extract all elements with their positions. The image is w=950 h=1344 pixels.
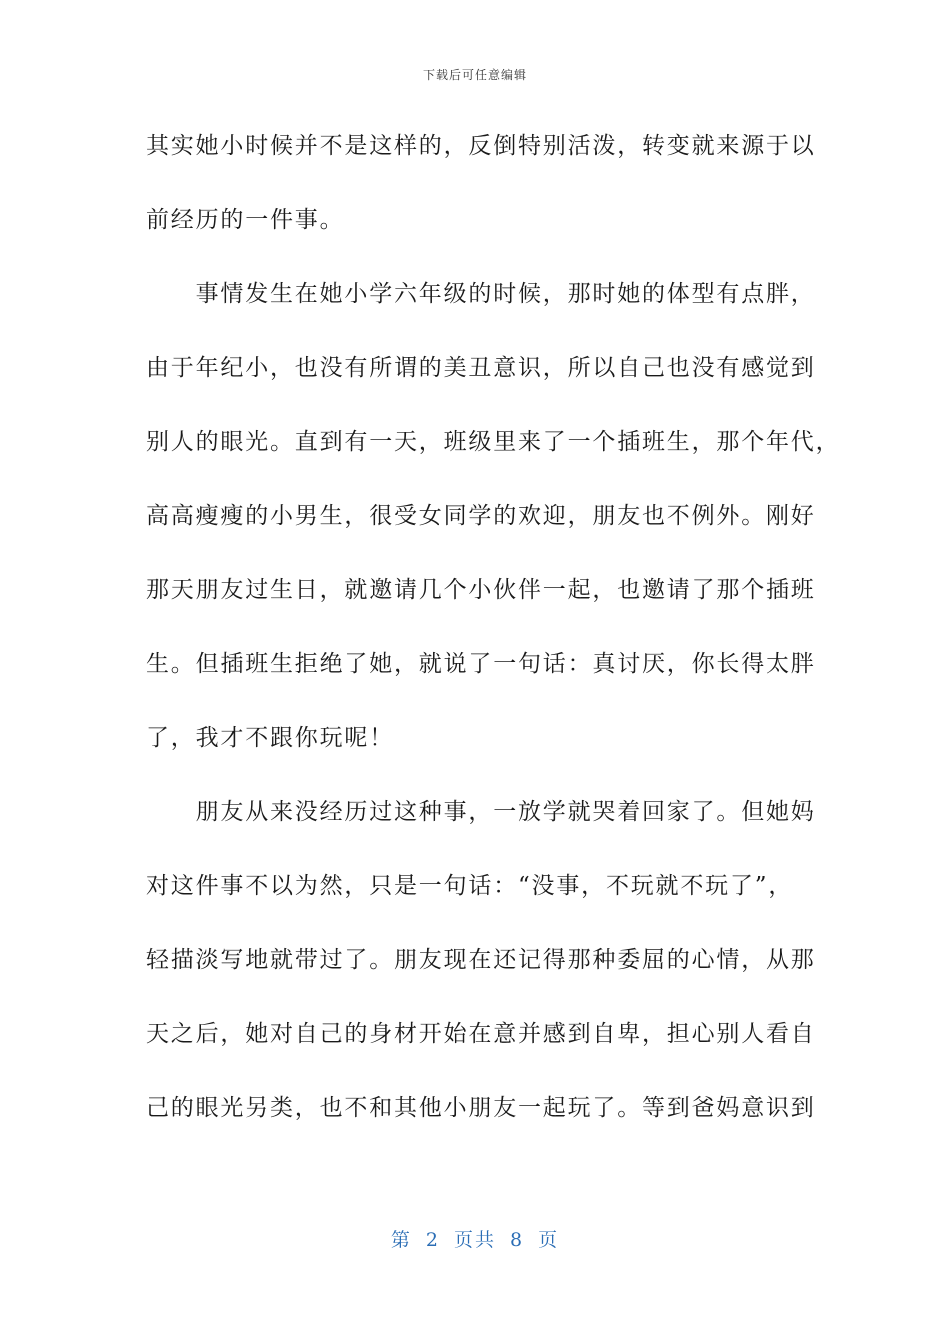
page-header: 下载后可任意编辑 bbox=[422, 68, 527, 82]
footer-middle: 页共 bbox=[453, 1229, 496, 1251]
document-body bbox=[146, 120, 841, 1156]
text-line: 其实她小时候并不是这样的，反倒特别活泼，转变就来源于以 bbox=[146, 133, 816, 159]
page-number-footer bbox=[0, 1225, 950, 1252]
text-line: 轻描淡写地就带过了。朋友现在还记得那种委屈的心情，从那 bbox=[146, 947, 816, 973]
text-line: 了，我才不跟你玩呢！ bbox=[146, 725, 394, 751]
text-line: 己的眼光另类，也不和其他小朋友一起玩了。等到爸妈意识到 bbox=[146, 1095, 816, 1121]
total-page-count: 8 bbox=[510, 1229, 525, 1251]
text-line: 那天朋友过生日，就邀请几个小伙伴一起，也邀请了那个插班 bbox=[146, 577, 816, 603]
footer-suffix: 页 bbox=[538, 1229, 560, 1251]
text-line: 朋友从来没经历过这种事，一放学就哭着回家了。但她妈 bbox=[146, 799, 816, 825]
text-line: 别人的眼光。直到有一天，班级里来了一个插班生，那个年代， bbox=[146, 429, 841, 455]
footer-prefix: 第 bbox=[390, 1229, 412, 1251]
text-line: 事情发生在她小学六年级的时候，那时她的体型有点胖， bbox=[146, 281, 816, 307]
text-line: 天之后，她对自己的身材开始在意并感到自卑，担心别人看自 bbox=[146, 1021, 816, 1047]
text-line: 前经历的一件事。 bbox=[146, 207, 345, 233]
text-line: 对这件事不以为然，只是一句话：“没事，不玩就不玩了”， bbox=[146, 873, 794, 899]
text-line: 生。但插班生拒绝了她，就说了一句话：真讨厌，你长得太胖 bbox=[146, 651, 816, 677]
text-line: 高高瘦瘦的小男生，很受女同学的欢迎，朋友也不例外。刚好 bbox=[146, 503, 816, 529]
text-line: 由于年纪小，也没有所谓的美丑意识，所以自己也没有感觉到 bbox=[146, 355, 816, 381]
current-page-number: 2 bbox=[425, 1229, 440, 1251]
